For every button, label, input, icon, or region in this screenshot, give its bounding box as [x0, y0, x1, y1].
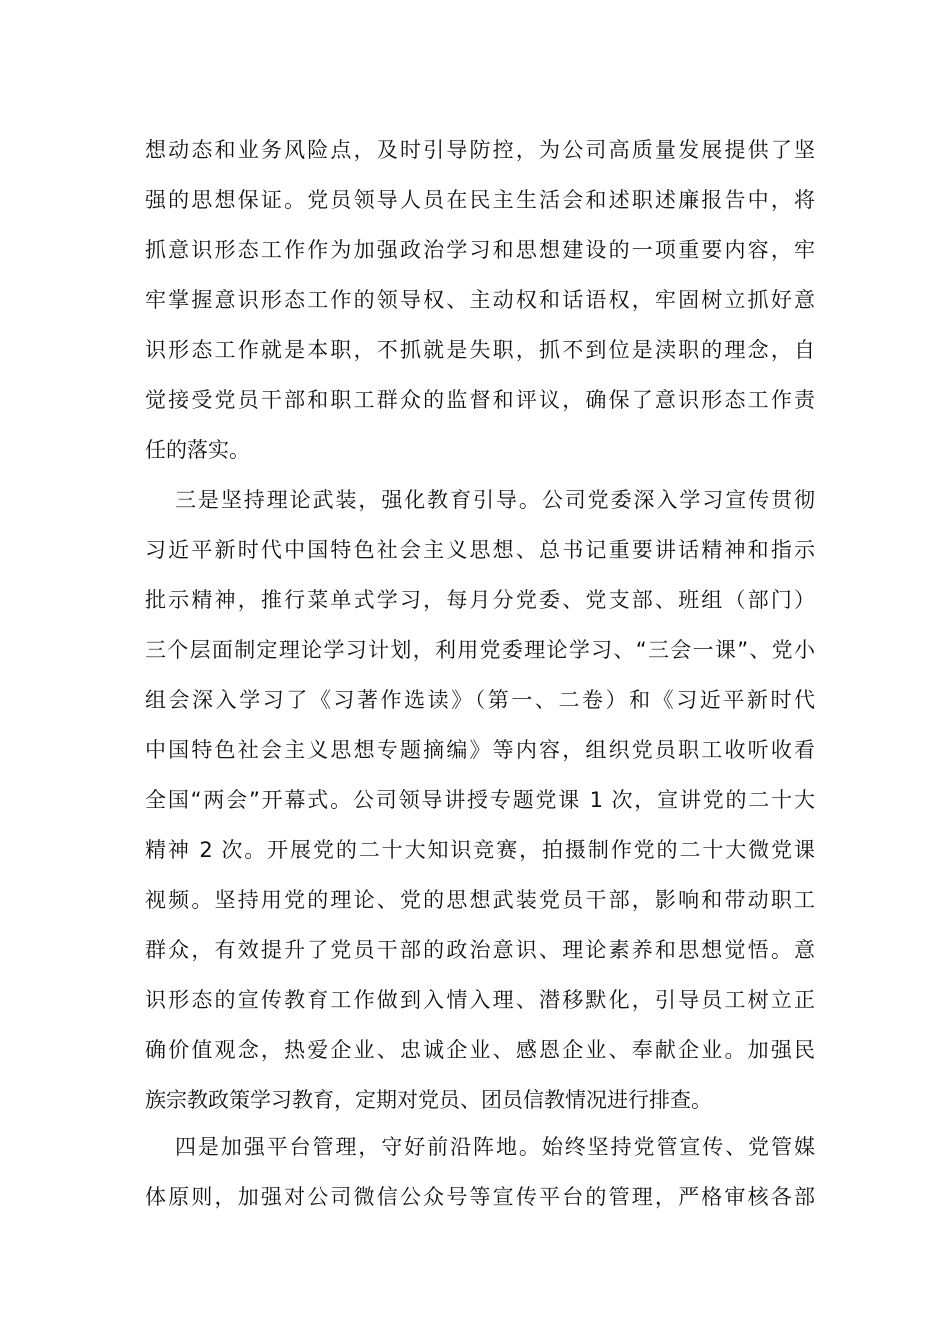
paragraph-platform-management: [145, 1122, 815, 1222]
paragraph-continued: [145, 125, 815, 475]
text-line: 确价值观念，热爱企业、忠诚企业、感恩企业、奉献企业。加强民: [145, 1038, 815, 1062]
text-line: 强的思想保证。党员领导人员在民主生活会和述职述廉报告中，将: [145, 188, 815, 212]
text-line: 抓意识形态工作作为加强政治学习和思想建设的一项重要内容，牢: [145, 238, 815, 262]
text-line: 精神 2 次。开展党的二十大知识竞赛，拍摄制作党的二十大微党课: [145, 838, 815, 862]
text-line: 视频。坚持用党的理论、党的思想武装党员干部，影响和带动职工: [145, 888, 815, 912]
text-line: 习近平新时代中国特色社会主义思想、总书记重要讲话精神和指示: [145, 538, 815, 562]
text-line: 任的落实。: [145, 438, 250, 462]
paragraph-theory-armament: [145, 475, 815, 1125]
text-line: 识形态的宣传教育工作做到入情入理、潜移默化，引导员工树立正: [145, 988, 815, 1012]
text-line: 批示精神，推行菜单式学习，每月分党委、党支部、班组（部门）: [145, 588, 815, 612]
text-line: 想动态和业务风险点，及时引导防控，为公司高质量发展提供了坚: [145, 138, 815, 162]
text-line: 识形态工作就是本职，不抓就是失职，抓不到位是渎职的理念，自: [145, 338, 815, 362]
text-line: 中国特色社会主义思想专题摘编》等内容，组织党员职工收听收看: [145, 738, 815, 762]
text-line: 全国“两会”开幕式。公司领导讲授专题党课 1 次，宣讲党的二十大: [145, 788, 815, 812]
text-line: 群众，有效提升了党员干部的政治意识、理论素养和思想觉悟。意: [145, 938, 815, 962]
text-line: 组会深入学习了《习著作选读》（第一、二卷）和《习近平新时代: [145, 688, 815, 712]
text-line: 牢掌握意识形态工作的领导权、主动权和话语权，牢固树立抓好意: [145, 288, 815, 312]
text-line-first: 四是加强平台管理，守好前沿阵地。始终坚持党管宣传、党管媒: [175, 1135, 815, 1159]
text-line-first: 三是坚持理论武装，强化教育引导。公司党委深入学习宣传贯彻: [175, 488, 815, 512]
text-line: 三个层面制定理论学习计划，利用党委理论学习、“三会一课”、党小: [145, 638, 815, 662]
text-line: 体原则，加强对公司微信公众号等宣传平台的管理，严格审核各部: [145, 1185, 815, 1209]
text-line: 觉接受党员干部和职工群众的监督和评议，确保了意识形态工作责: [145, 388, 815, 412]
text-line: 族宗教政策学习教育，定期对党员、团员信教情况进行排查。: [145, 1088, 712, 1112]
